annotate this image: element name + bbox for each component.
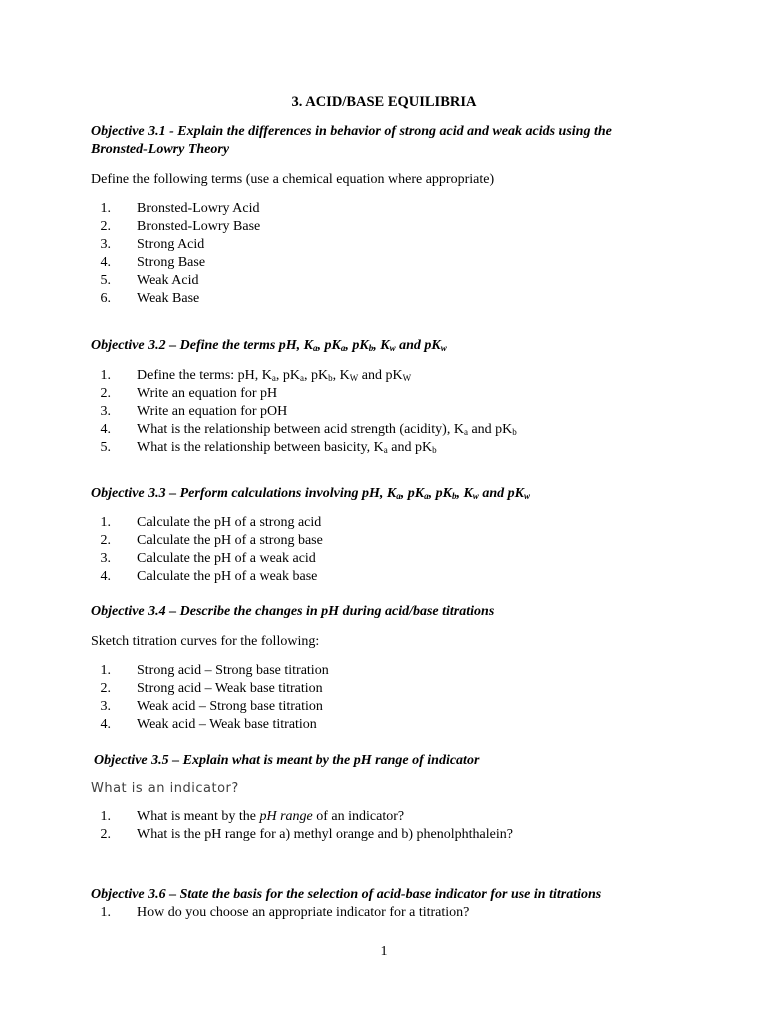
- list-text: Strong acid – Strong base titration: [137, 663, 329, 678]
- list-item: [91, 403, 691, 421]
- list-number: 2.: [100, 219, 111, 234]
- list-item: [91, 200, 691, 218]
- list-text: Strong Acid: [137, 237, 205, 252]
- heading-text: , K: [456, 486, 473, 501]
- list-number: 2.: [100, 681, 111, 696]
- list-text: Define the terms: pH, $K_a$, $pK_a$, $pK_b$, $K_W$ and $pK_W$: [137, 368, 412, 383]
- list-number: 3.: [100, 237, 111, 252]
- list-text: Bronsted-Lowry Base: [137, 219, 261, 234]
- heading-text: , K: [373, 338, 390, 353]
- objective-3-5-question: What is an indicator?: [91, 781, 239, 796]
- list-number: 1.: [100, 905, 111, 920]
- list-item: [91, 367, 691, 385]
- list-number: 4.: [100, 422, 111, 437]
- list-text: Calculate the pH of a strong base: [137, 533, 323, 548]
- list-item: [91, 290, 691, 308]
- page-title: 3. ACID/BASE EQUILIBRIA: [291, 94, 477, 110]
- subscript: b: [368, 343, 374, 353]
- heading-text: Objective 3.3 – Perform calculations involving pH, K: [91, 486, 397, 501]
- heading-text: , pK: [400, 486, 425, 501]
- list-number: 4.: [100, 717, 111, 732]
- list-item: [91, 514, 691, 532]
- objective-3-1-intro: Define the following terms (use a chemical equation where appropriate): [91, 172, 495, 187]
- heading-text: , pK: [317, 338, 341, 353]
- list-item: [91, 680, 691, 698]
- subscript: b: [451, 491, 457, 501]
- heading-text: and pK: [478, 486, 524, 501]
- list-item: [91, 568, 691, 586]
- list-text: Strong Base: [137, 255, 206, 270]
- subscript: w: [523, 491, 530, 501]
- list-number: 1.: [100, 515, 111, 530]
- list-number: 3.: [100, 404, 111, 419]
- list-text: What is meant by the pH range of an indicator?: [137, 809, 405, 824]
- list-text: Calculate the pH of a strong acid: [137, 515, 322, 530]
- list-text: Calculate the pH of a weak base: [137, 569, 318, 584]
- list-item: [91, 254, 691, 272]
- list-item: [91, 439, 691, 457]
- objective-3-5-list: [91, 808, 691, 844]
- list-item: [91, 532, 691, 550]
- list-number: 3.: [100, 551, 111, 566]
- list-number: 5.: [100, 440, 111, 455]
- list-text: Calculate the pH of a weak acid: [137, 551, 316, 566]
- list-item: [91, 716, 691, 734]
- objective-3-4-heading: Objective 3.4 – Describe the changes in pH during acid/base titrations: [91, 604, 495, 619]
- list-text: How do you choose an appropriate indicator for a titration?: [137, 905, 470, 920]
- subscript: a: [396, 491, 401, 501]
- list-item: [91, 698, 691, 716]
- list-number: 3.: [100, 699, 111, 714]
- list-text: Write an equation for pH: [137, 386, 278, 401]
- list-number: 1.: [100, 201, 111, 216]
- list-number: 2.: [100, 827, 111, 842]
- objective-3-1-heading-line1: Objective 3.1 - Explain the differences in behavior of strong acid and weak acids using the: [91, 124, 612, 139]
- list-text: Write an equation for pOH: [137, 404, 288, 419]
- list-text: Weak Base: [137, 291, 200, 306]
- list-number: 1.: [100, 368, 111, 383]
- list-item: [91, 236, 691, 254]
- subscript: a: [313, 343, 318, 353]
- objective-3-1-heading-line2: Bronsted-Lowry Theory: [91, 142, 230, 157]
- objective-3-3-heading: [91, 486, 530, 502]
- list-number: 2.: [100, 386, 111, 401]
- heading-text: , pK: [428, 486, 452, 501]
- objective-3-3-list: [91, 514, 691, 586]
- list-text: Weak acid – Weak base titration: [137, 717, 317, 732]
- subscript: w: [472, 491, 479, 501]
- list-text: Bronsted-Lowry Acid: [137, 201, 260, 216]
- heading-text: and pK: [395, 338, 441, 353]
- list-text: Weak Acid: [137, 273, 199, 288]
- list-item: [91, 385, 691, 403]
- list-item: [91, 808, 691, 826]
- list-item: [91, 826, 691, 844]
- list-item: [91, 550, 691, 568]
- objective-3-5-heading: Objective 3.5 – Explain what is meant by the pH range of indicator: [94, 753, 480, 768]
- list-item: [91, 218, 691, 236]
- objective-3-2-heading: [91, 338, 447, 354]
- list-text: Strong acid – Weak base titration: [137, 681, 323, 696]
- list-item: [91, 421, 691, 439]
- list-number: 6.: [100, 291, 111, 306]
- objective-3-2-list: [91, 367, 691, 457]
- list-number: 1.: [100, 809, 111, 824]
- list-number: 4.: [100, 569, 111, 584]
- objective-3-6-list: [91, 904, 691, 922]
- subscript: w: [389, 343, 396, 353]
- list-number: 4.: [100, 255, 111, 270]
- list-number: 5.: [100, 273, 111, 288]
- list-item: [91, 662, 691, 680]
- list-text: What is the relationship between basicity, $K_a$ and $pK_b$: [137, 440, 437, 455]
- list-text: Weak acid – Strong base titration: [137, 699, 323, 714]
- objective-3-4-intro: Sketch titration curves for the following:: [91, 634, 320, 649]
- objective-3-1-list: [91, 200, 691, 308]
- heading-text: , pK: [345, 338, 369, 353]
- subscript: a: [424, 491, 429, 501]
- subscript: a: [340, 343, 346, 353]
- objective-3-4-list: [91, 662, 691, 734]
- list-text: What is the relationship between acid strength (acidity), $K_a$ and $pK_b$: [137, 422, 517, 437]
- list-number: 2.: [100, 533, 111, 548]
- heading-text: Objective 3.2 – Define the terms pH, K: [91, 338, 314, 353]
- objective-3-6-heading: Objective 3.6 – State the basis for the selection of acid-base indicator for use in titrations: [91, 887, 602, 902]
- page-number: 1: [380, 944, 388, 959]
- list-item: [91, 272, 691, 290]
- list-item: [91, 904, 691, 922]
- list-number: 1.: [100, 663, 111, 678]
- list-text: What is the pH range for a) methyl orange and b) phenolphthalein?: [137, 827, 513, 842]
- subscript: w: [440, 343, 447, 353]
